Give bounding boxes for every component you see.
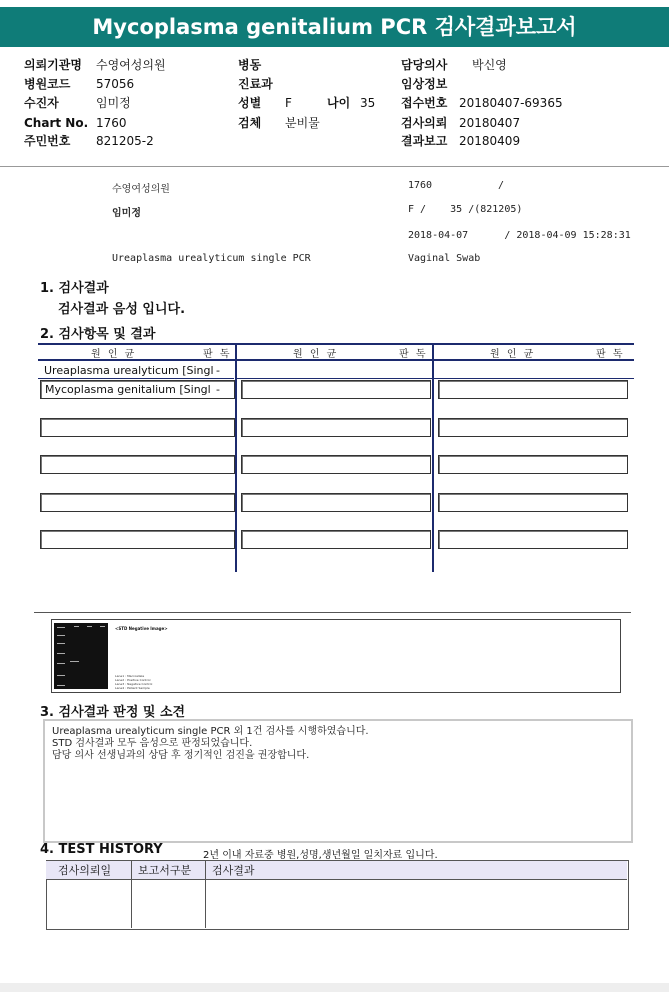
chart-label: Chart No. xyxy=(24,116,89,130)
age-value: 35 xyxy=(360,96,376,110)
history-col-request-date: 검사의뢰일 xyxy=(58,864,112,877)
history-col-divider xyxy=(131,861,132,928)
history-col-divider xyxy=(205,861,206,928)
gel-band xyxy=(57,643,65,644)
result-summary: 검사결과 음성 입니다. xyxy=(58,302,186,317)
pathogen-result: - xyxy=(216,383,220,396)
result-cell-box xyxy=(438,493,628,512)
history-note: 2년 이내 자료중 병원,성명,생년월일 일치자료 입니다. xyxy=(203,850,438,861)
gel-electrophoresis-image xyxy=(54,623,108,689)
section4-heading: 4. TEST HISTORY xyxy=(40,842,163,857)
result-cell-box xyxy=(438,380,628,399)
institution-value: 수영여성의원 xyxy=(96,58,166,72)
report-date-value: 20180409 xyxy=(459,134,521,148)
history-col-result: 검사결과 xyxy=(212,864,255,877)
doctor-value: 박신영 xyxy=(472,58,507,72)
gel-legend-item: Lane3 : Negative Control xyxy=(115,682,153,686)
gel-legend-item: Lane1 : Macroallele xyxy=(115,674,145,678)
gel-title: <STD Negative Image> xyxy=(115,626,168,631)
gel-band xyxy=(57,675,65,676)
row-underline xyxy=(434,378,634,379)
result-cell-box xyxy=(438,530,628,549)
request-date-label: 검사의뢰 xyxy=(401,116,448,130)
pathogen-name: Ureaplasma urealyticum [Singl xyxy=(44,364,214,377)
patient-label: 수진자 xyxy=(24,96,59,110)
sub-sex-age: F / 35 /(821205) xyxy=(408,204,523,215)
gel-band xyxy=(74,626,79,627)
col-header-judgement-2: 판 독 xyxy=(399,349,428,360)
history-table-header xyxy=(46,861,627,880)
id-label: 주민번호 xyxy=(24,134,71,148)
gel-legend xyxy=(115,674,152,690)
opinion-line: 담당 의사 선생님과의 상담 후 정기적인 검진을 권장합니다. xyxy=(52,750,310,761)
gel-band xyxy=(57,685,65,686)
section3-heading: 3. 검사결과 판정 및 소견 xyxy=(40,705,186,720)
specimen-label: 검체 xyxy=(238,116,262,130)
report-date-label: 결과보고 xyxy=(401,134,448,148)
col-header-pathogen-2: 원 인 균 xyxy=(293,349,339,360)
id-value: 821205-2 xyxy=(96,134,154,148)
result-cell-box xyxy=(241,418,431,437)
row-underline xyxy=(38,378,234,379)
gel-legend-item: Lane4 : Patient Sample xyxy=(115,686,150,690)
hospital-code-value: 57056 xyxy=(96,77,135,91)
gel-band xyxy=(87,626,92,627)
page-footer-bar xyxy=(0,983,669,992)
result-cell-box xyxy=(40,418,235,437)
report-title: Mycoplasma genitalium PCR 검사결과보고서 xyxy=(0,7,669,47)
sub-test: Ureaplasma urealyticum single PCR xyxy=(112,253,311,264)
chart-value: 1760 xyxy=(96,116,127,130)
gel-band xyxy=(57,635,65,636)
receipt-value: 20180407-69365 xyxy=(459,96,563,110)
ward-label: 병동 xyxy=(238,58,262,72)
specimen-value: 분비물 xyxy=(285,116,320,130)
result-cell-box xyxy=(438,418,628,437)
section2-heading: 2. 검사항목 및 결과 xyxy=(40,327,156,342)
request-date-value: 20180407 xyxy=(459,116,521,130)
section1-heading: 1. 검사결과 xyxy=(40,281,109,296)
pathogen-result: - xyxy=(216,364,220,377)
result-cell-box xyxy=(40,493,235,512)
sub-chart: 1760 xyxy=(408,180,433,191)
result-cell-box xyxy=(40,455,235,474)
gel-legend-item: Lane2 : Positive Control xyxy=(115,678,151,682)
sub-clinic: 수영여성의원 xyxy=(112,184,170,195)
result-cell-box xyxy=(241,493,431,512)
sub-chart-slash: / xyxy=(498,180,505,191)
patient-value: 임미정 xyxy=(96,96,131,110)
col-header-pathogen-3: 원 인 균 xyxy=(490,349,536,360)
pathogen-name: Mycoplasma genitalium [Singl xyxy=(45,383,211,396)
sub-dates: 2018-04-07 / 2018-04-09 15:28:31 xyxy=(408,230,631,241)
gel-band xyxy=(57,627,65,628)
dept-label: 진료과 xyxy=(238,77,273,91)
result-cell-box xyxy=(40,530,235,549)
doctor-label: 담당의사 xyxy=(401,58,448,72)
header-divider xyxy=(0,166,669,167)
age-label: 나이 xyxy=(327,96,351,110)
col-header-judgement-3: 판 독 xyxy=(596,349,625,360)
gel-band xyxy=(100,626,105,627)
sex-value: F xyxy=(285,96,292,110)
history-col-report-type: 보고서구분 xyxy=(138,864,192,877)
institution-label: 의뢰기관명 xyxy=(24,58,82,72)
sub-specimen: Vaginal Swab xyxy=(408,253,481,264)
result-cell-box xyxy=(438,455,628,474)
result-cell-box xyxy=(241,380,431,399)
clinical-label: 임상정보 xyxy=(401,77,448,91)
gel-band xyxy=(57,663,65,664)
sex-label: 성별 xyxy=(238,96,262,110)
gel-band xyxy=(57,653,65,654)
hospital-code-label: 병원코드 xyxy=(24,77,71,91)
result-cell-box xyxy=(241,455,431,474)
gel-band xyxy=(70,661,79,662)
receipt-label: 접수번호 xyxy=(401,96,448,110)
row-underline xyxy=(237,378,432,379)
result-cell-box xyxy=(241,530,431,549)
col-header-judgement-1: 판 독 xyxy=(203,349,232,360)
sub-name: 임미정 xyxy=(112,208,141,219)
opinion-line: Ureaplasma urealyticum single PCR 외 1건 검사를 시행하였습니다. xyxy=(52,726,369,737)
patient-info-header xyxy=(0,54,669,154)
gel-divider xyxy=(34,612,631,613)
col-header-pathogen-1: 원 인 균 xyxy=(91,349,137,360)
opinion-line: STD 검사결과 모두 음성으로 판정되었습니다. xyxy=(52,738,253,749)
opinion-text xyxy=(52,726,369,762)
